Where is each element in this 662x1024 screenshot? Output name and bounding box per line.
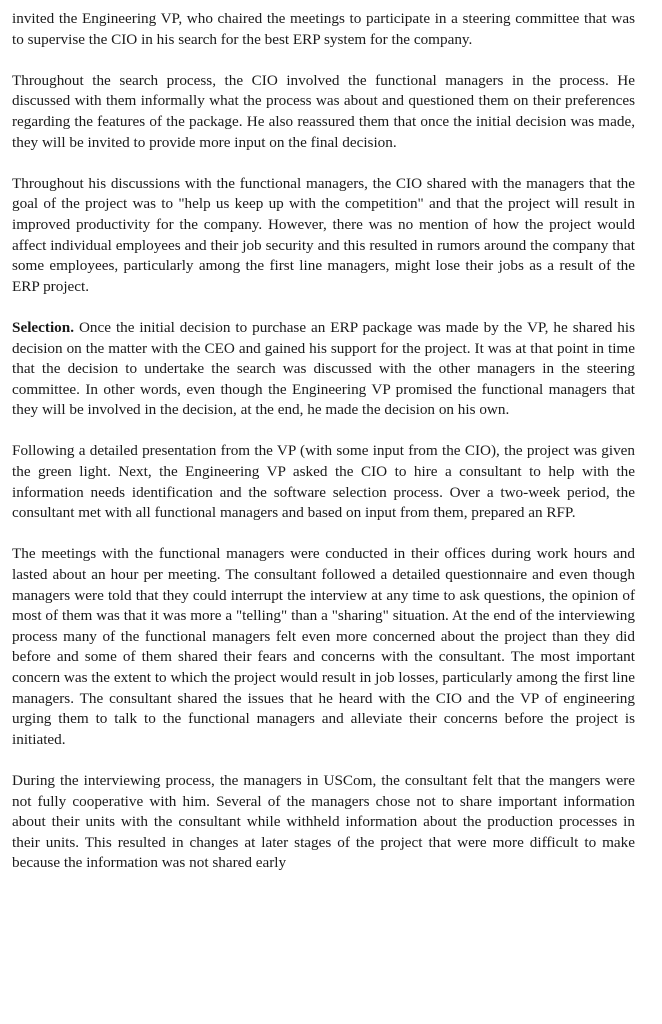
paragraph-selection bbox=[12, 318, 635, 421]
paragraph-presentation bbox=[12, 441, 635, 523]
paragraph-search-process bbox=[12, 71, 635, 153]
section-heading-selection: Selection. bbox=[12, 318, 75, 336]
paragraph-text: Throughout the search process, the CIO involved the functional managers in the process. He discussed with them informally what the process was about and questioned them on their preferences regarding the features of the package. He also reassured them that once the initial decision was made, they will be invited to provide more input on the final decision. bbox=[12, 71, 635, 151]
paragraph-meetings bbox=[12, 544, 635, 750]
paragraph-text: Throughout his discussions with the functional managers, the CIO shared with the managers that the goal of the project was to "help us keep up with the competition" and that the project will result in improved productivity for the company. However, there was no mention of how the project would affect individual employees and their job security and this resulted in rumors around the company that some employees, particularly among the first line managers, might lose their jobs as a result of the ERP project. bbox=[12, 174, 635, 295]
paragraph-text: Once the initial decision to purchase an ERP package was made by the VP, he shared his decision on the matter with the CEO and gained his support for the project. It was at that point in time that the decision to undertake the search was discussed with the other managers in the steering committee. In other words, even though the Engineering VP promised the functional managers that they will be involved in the decision, at the end, he made the decision on his own. bbox=[12, 318, 635, 419]
paragraph-text: Following a detailed presentation from the VP (with some input from the CIO), the project was given the green light. Next, the Engineering VP asked the CIO to hire a consultant to help with the information needs identification and the software selection process. Over a two-week period, the consultant met with all functional managers and based on input from them, prepared an RFP. bbox=[12, 442, 635, 522]
paragraph-steering-committee bbox=[12, 9, 635, 50]
paragraph-interviewing bbox=[12, 771, 635, 874]
paragraph-discussions bbox=[12, 174, 635, 298]
document-page bbox=[12, 9, 635, 874]
paragraph-text: The meetings with the functional managers were conducted in their offices during work hours and lasted about an hour per meeting. The consultant followed a detailed questionnaire and even though managers were told that they could interrupt the interview at any time to ask questions, the opinion of most of them was that it was more a "telling" than a "sharing" situation. At the end of the interviewing process many of the functional managers felt even more concerned about the project than they did before and some of them shared their fears and concerns with the consultant. The most important concern was the extent to which the project would result in job losses, particularly among the first line managers. The consultant shared the issues that he heard with the CIO and the VP of engineering urging them to talk to the functional managers and alleviate their concerns before the project is initiated. bbox=[12, 545, 635, 748]
paragraph-text: During the interviewing process, the managers in USCom, the consultant felt that the mangers were not fully cooperative with him. Several of the managers chose not to share important information about their units with the consultant while withheld information about the production processes in their units. This resulted in changes at later stages of the project that were more difficult to make because the information was not shared early bbox=[12, 771, 635, 872]
paragraph-text: invited the Engineering VP, who chaired the meetings to participate in a steering committee that was to supervise the CIO in his search for the best ERP system for the company. bbox=[12, 10, 635, 48]
